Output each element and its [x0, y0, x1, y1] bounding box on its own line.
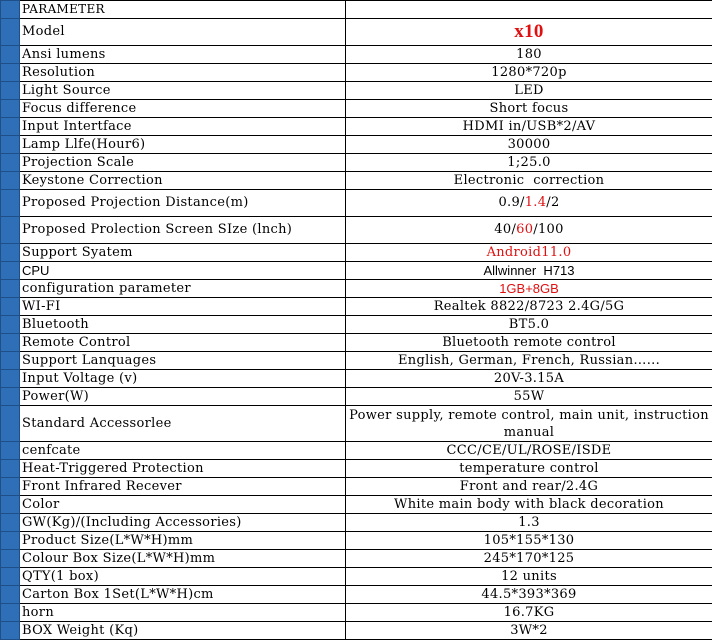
row-label: Power(W) [20, 388, 346, 406]
row-label: horn [20, 604, 346, 622]
row-marker [1, 568, 20, 586]
row-value: 245*170*125 [346, 550, 712, 568]
row-value: Front and rear/2.4G [346, 478, 712, 496]
table-row [1, 406, 712, 442]
row-value: 1280*720p [346, 64, 712, 82]
table-row [1, 442, 712, 460]
row-marker [1, 19, 20, 46]
row-label: Model [20, 19, 346, 46]
row-value [346, 190, 712, 217]
table-header-row [1, 1, 712, 19]
row-value: 3W*2 [346, 622, 712, 640]
row-marker [1, 82, 20, 100]
row-marker [1, 316, 20, 334]
row-marker [1, 64, 20, 82]
row-label: Support Syatem [20, 244, 346, 262]
row-value: White main body with black decoration [346, 496, 712, 514]
row-value: 30000 [346, 136, 712, 154]
row-label: Keystone Correction [20, 172, 346, 190]
row-marker [1, 217, 20, 244]
row-label: Front Infrared Recever [20, 478, 346, 496]
row-value: temperature control [346, 460, 712, 478]
table-row [1, 262, 712, 280]
row-marker [1, 46, 20, 64]
table-row [1, 496, 712, 514]
row-value: 1;25.0 [346, 154, 712, 172]
row-value: LED [346, 82, 712, 100]
table-row [1, 586, 712, 604]
row-label: Focus difference [20, 100, 346, 118]
row-value: CCC/CE/UL/ROSE/ISDE [346, 442, 712, 460]
row-label: WI-FI [20, 298, 346, 316]
row-label: BOX Weight (Kq) [20, 622, 346, 640]
row-label: Color [20, 496, 346, 514]
value-part: 0.9/ [498, 195, 525, 210]
row-marker [1, 352, 20, 370]
row-label: Proposed Prolection Screen SIze (lnch) [20, 217, 346, 244]
header-value [346, 1, 712, 19]
row-marker [1, 244, 20, 262]
row-value: 12 units [346, 568, 712, 586]
row-label: Heat-Triggered Protection [20, 460, 346, 478]
row-value: 105*155*130 [346, 532, 712, 550]
row-marker [1, 190, 20, 217]
row-value: 1GB+8GB [346, 280, 712, 298]
value-part: 40/ [494, 222, 517, 237]
row-label: Lamp Llfe(Hour6) [20, 136, 346, 154]
table-row [1, 550, 712, 568]
table-row [1, 280, 712, 298]
row-label: QTY(1 box) [20, 568, 346, 586]
table-row [1, 64, 712, 82]
row-value: Allwinner H713 [346, 262, 712, 280]
row-value: Power supply, remote control, main unit, instruction manual [346, 406, 712, 442]
row-value: Short focus [346, 100, 712, 118]
table-row [1, 622, 712, 640]
value-part: /2 [546, 195, 560, 210]
row-label: Remote Control [20, 334, 346, 352]
row-marker [1, 298, 20, 316]
table-row [1, 568, 712, 586]
model-value: x10 [346, 19, 712, 46]
row-marker [1, 514, 20, 532]
row-label: Proposed Projection Distance(m) [20, 190, 346, 217]
row-value: 16.7KG [346, 604, 712, 622]
row-marker [1, 532, 20, 550]
row-value: 1.3 [346, 514, 712, 532]
row-value: 180 [346, 46, 712, 64]
row-label: Projection Scale [20, 154, 346, 172]
row-value: HDMI in/USB*2/AV [346, 118, 712, 136]
row-marker [1, 442, 20, 460]
row-marker [1, 334, 20, 352]
row-label: cenfcate [20, 442, 346, 460]
row-value: 44.5*393*369 [346, 586, 712, 604]
row-marker [1, 604, 20, 622]
table-row [1, 370, 712, 388]
row-label: Support Lanquages [20, 352, 346, 370]
row-marker [1, 1, 20, 19]
row-marker [1, 586, 20, 604]
table-row [1, 298, 712, 316]
row-value [346, 217, 712, 244]
row-label: configuration parameter [20, 280, 346, 298]
table-row [1, 316, 712, 334]
row-label: CPU [20, 262, 346, 280]
row-marker [1, 406, 20, 442]
row-marker [1, 280, 20, 298]
table-row [1, 352, 712, 370]
table-row [1, 460, 712, 478]
row-label: Bluetooth [20, 316, 346, 334]
row-marker [1, 100, 20, 118]
row-marker [1, 118, 20, 136]
table-row [1, 604, 712, 622]
row-value: Realtek 8822/8723 2.4G/5G [346, 298, 712, 316]
row-label: Standard Accessorlee [20, 406, 346, 442]
table-row [1, 478, 712, 496]
row-label: Carton Box 1Set(L*W*H)cm [20, 586, 346, 604]
value-highlight: 1.4 [524, 195, 547, 210]
value-part: /100 [533, 222, 564, 237]
row-value: English, German, French, Russian…... [346, 352, 712, 370]
row-marker [1, 262, 20, 280]
row-marker [1, 460, 20, 478]
table-row [1, 172, 712, 190]
table-row [1, 388, 712, 406]
table-row [1, 154, 712, 172]
row-label: Resolution [20, 64, 346, 82]
row-value: 20V-3.15A [346, 370, 712, 388]
row-label: Input Intertface [20, 118, 346, 136]
row-marker [1, 172, 20, 190]
row-label: Ansi lumens [20, 46, 346, 64]
row-label: Input Voltage (v) [20, 370, 346, 388]
table-row [1, 334, 712, 352]
row-marker [1, 154, 20, 172]
table-row [1, 514, 712, 532]
table-row [1, 46, 712, 64]
row-label: GW(Kg)/(Including Accessories) [20, 514, 346, 532]
row-marker [1, 550, 20, 568]
table-row [1, 82, 712, 100]
table-row [1, 244, 712, 262]
header-label: PARAMETER [20, 1, 346, 19]
value-highlight: 60 [516, 222, 534, 237]
table-row [1, 217, 712, 244]
table-row [1, 190, 712, 217]
row-marker [1, 388, 20, 406]
row-marker [1, 478, 20, 496]
row-value: Electronic correction [346, 172, 712, 190]
row-label: Colour Box Size(L*W*H)mm [20, 550, 346, 568]
row-marker [1, 370, 20, 388]
row-marker [1, 136, 20, 154]
row-value: Android11.0 [346, 244, 712, 262]
table-row [1, 532, 712, 550]
table-row-model [1, 19, 712, 46]
table-row [1, 118, 712, 136]
row-value: 55W [346, 388, 712, 406]
row-value: Bluetooth remote control [346, 334, 712, 352]
row-label: Product Size(L*W*H)mm [20, 532, 346, 550]
row-value: BT5.0 [346, 316, 712, 334]
row-marker [1, 622, 20, 640]
row-label: Light Source [20, 82, 346, 100]
table-row [1, 136, 712, 154]
table-row [1, 100, 712, 118]
row-marker [1, 496, 20, 514]
